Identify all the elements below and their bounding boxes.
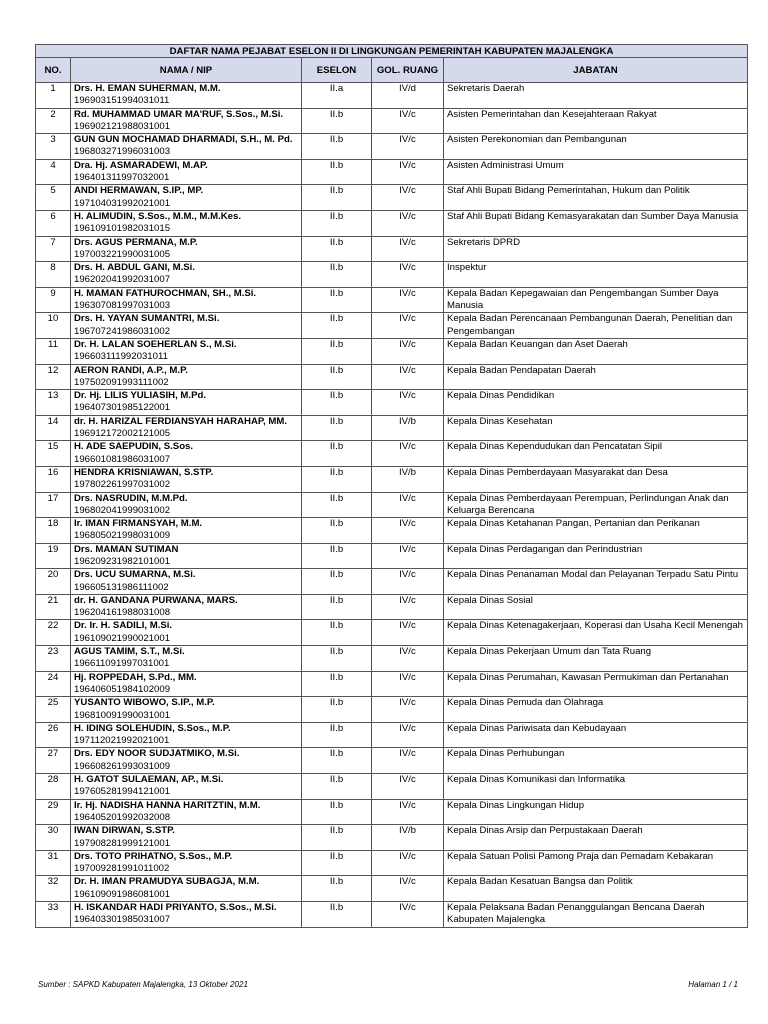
row-number: 1 [36,83,71,109]
eselon-value: II.b [302,620,372,646]
jabatan-value: Kepala Badan Keuangan dan Aset Daerah [444,338,748,364]
table-row [36,159,748,185]
eselon-value: II.b [302,799,372,825]
jabatan-value: Kepala Dinas Lingkungan Hidup [444,799,748,825]
table-row [36,671,748,697]
official-name: Drs. EDY NOOR SUDJATMIKO, M.Si. [74,748,240,760]
table-body [36,83,748,928]
table-row [36,338,748,364]
official-cell [71,364,302,390]
official-cell [71,620,302,646]
official-cell [71,236,302,262]
official-name: dr. H. GANDANA PURWANA, MARS. [74,594,238,606]
jabatan-value: Kepala Dinas Kependudukan dan Pencatatan Sipil [444,441,748,467]
row-number: 5 [36,185,71,211]
official-name: Ir. Hj. NADISHA HANNA HARITZTIN, M.M. [74,799,261,811]
row-number: 28 [36,774,71,800]
row-number: 19 [36,543,71,569]
row-number: 30 [36,825,71,851]
official-nip: 196204161988031008 [74,607,171,619]
official-cell [71,108,302,134]
official-cell [71,441,302,467]
official-name: GUN GUN MOCHAMAD DHARMADI, S.H., M. Pd. [74,134,293,146]
official-cell [71,518,302,544]
gol-ruang-value: IV/b [372,415,444,441]
jabatan-value: Kepala Satuan Polisi Pamong Praja dan Pemadam Kebakaran [444,850,748,876]
table-row [36,313,748,339]
header-gol-ruang: GOL. RUANG [372,58,444,83]
gol-ruang-value: IV/c [372,594,444,620]
row-number: 12 [36,364,71,390]
row-number: 2 [36,108,71,134]
table-row [36,825,748,851]
row-number: 21 [36,594,71,620]
table-row [36,83,748,109]
official-name: Drs. H. ABDUL GANI, M.Si. [74,262,195,274]
official-cell [71,466,302,492]
official-cell [71,569,302,595]
table-row [36,262,748,288]
gol-ruang-value: IV/c [372,236,444,262]
eselon-value: II.b [302,466,372,492]
row-number: 31 [36,850,71,876]
jabatan-value: Kepala Dinas Sosial [444,594,748,620]
official-cell [71,83,302,109]
jabatan-value: Kepala Dinas Pekerjaan Umum dan Tata Ruang [444,646,748,672]
row-number: 10 [36,313,71,339]
header-nama-nip: NAMA / NIP [71,58,302,83]
official-nip: 196605131986111002 [74,581,169,593]
official-cell [71,774,302,800]
table-row [36,569,748,595]
eselon-value: II.b [302,902,372,928]
official-name: ANDI HERMAWAN, S.IP., MP. [74,185,204,197]
official-name: HENDRA KRISNIAWAN, S.STP. [74,466,214,478]
officials-table [35,44,748,928]
row-number: 7 [36,236,71,262]
jabatan-value: Asisten Perekonomian dan Pembangunan [444,134,748,160]
table-row [36,876,748,902]
official-nip: 196405201992032008 [74,811,171,823]
official-name: Drs. MAMAN SUTIMAN [74,543,179,555]
gol-ruang-value: IV/c [372,671,444,697]
eselon-value: II.b [302,338,372,364]
jabatan-value: Sekretaris DPRD [444,236,748,262]
official-nip: 197802261997031002 [74,479,171,491]
eselon-value: II.b [302,236,372,262]
official-cell [71,287,302,313]
row-number: 4 [36,159,71,185]
official-nip: 197112021992021001 [74,735,170,747]
eselon-value: II.b [302,825,372,851]
jabatan-value: Kepala Dinas Pemberdayaan Perempuan, Perlindungan Anak dan Keluarga Berencana [444,492,748,518]
row-number: 18 [36,518,71,544]
official-name: AGUS TAMIM, S.T., M.Si. [74,646,185,658]
official-name: H. ADE SAEPUDIN, S.Sos. [74,441,194,453]
gol-ruang-value: IV/c [372,108,444,134]
official-cell [71,338,302,364]
table-row [36,492,748,518]
official-nip: 197104031992021001 [74,197,171,209]
table-row [36,390,748,416]
official-nip: 196401311997032001 [74,172,170,184]
jabatan-value: Kepala Dinas Pemberdayaan Masyarakat dan Desa [444,466,748,492]
header-no: NO. [36,58,71,83]
table-row [36,441,748,467]
jabatan-value: Kepala Pelaksana Badan Penanggulangan Bencana Daerah Kabupaten Majalengka [444,902,748,928]
table-row [36,236,748,262]
row-number: 25 [36,697,71,723]
jabatan-value: Kepala Dinas Ketenagakerjaan, Koperasi dan Usaha Kecil Menengah [444,620,748,646]
table-row [36,748,748,774]
official-nip: 196601081986031007 [74,453,171,465]
table-row [36,287,748,313]
gol-ruang-value: IV/c [372,518,444,544]
official-name: IWAN DIRWAN, S.STP. [74,825,175,837]
jabatan-value: Inspektur [444,262,748,288]
official-nip: 196109021990021001 [74,632,171,644]
eselon-value: II.b [302,697,372,723]
eselon-value: II.b [302,159,372,185]
gol-ruang-value: IV/c [372,748,444,774]
table-row [36,134,748,160]
eselon-value: II.b [302,492,372,518]
official-cell [71,825,302,851]
official-nip: 197003221990031005 [74,248,171,260]
row-number: 33 [36,902,71,928]
official-name: Dr. Hj. LILIS YULIASIH, M.Pd. [74,390,207,402]
official-name: AERON RANDI, A.P., M.P. [74,364,188,376]
gol-ruang-value: IV/c [372,210,444,236]
official-cell [71,159,302,185]
official-nip: 197502091993111002 [74,376,169,388]
official-nip: 196802041999031002 [74,504,171,516]
jabatan-value: Asisten Administrasi Umum [444,159,748,185]
table-row [36,646,748,672]
row-number: 32 [36,876,71,902]
page-number: Halaman 1 / 1 [688,980,738,989]
official-nip: 197605281994121001 [74,786,171,798]
jabatan-value: Kepala Dinas Ketahanan Pangan, Pertanian dan Perikanan [444,518,748,544]
eselon-value: II.b [302,313,372,339]
gol-ruang-value: IV/b [372,466,444,492]
official-name: YUSANTO WIBOWO, S.IP., M.P. [74,697,215,709]
jabatan-value: Kepala Dinas Perdagangan dan Perindustrian [444,543,748,569]
jabatan-value: Kepala Badan Pendapatan Daerah [444,364,748,390]
row-number: 9 [36,287,71,313]
official-cell [71,210,302,236]
official-nip: 196209231982101001 [74,555,171,567]
eselon-value: II.b [302,543,372,569]
jabatan-value: Kepala Dinas Komunikasi dan Informatika [444,774,748,800]
gol-ruang-value: IV/c [372,876,444,902]
row-number: 22 [36,620,71,646]
row-number: 15 [36,441,71,467]
official-nip: 196903151994031011 [74,95,170,107]
jabatan-value: Kepala Dinas Penanaman Modal dan Pelayanan Terpadu Satu Pintu [444,569,748,595]
official-name: Drs. UCU SUMARNA, M.Si. [74,569,196,581]
official-name: Drs. NASRUDIN, M.M.Pd. [74,492,188,504]
eselon-value: II.a [302,83,372,109]
eselon-value: II.b [302,518,372,544]
official-cell [71,646,302,672]
eselon-value: II.b [302,569,372,595]
row-number: 8 [36,262,71,288]
header-eselon: ESELON [302,58,372,83]
row-number: 23 [36,646,71,672]
eselon-value: II.b [302,722,372,748]
gol-ruang-value: IV/c [372,799,444,825]
official-cell [71,902,302,928]
eselon-value: II.b [302,287,372,313]
official-nip: 196109101982031015 [74,223,171,235]
official-nip: 196406051984102009 [74,683,171,695]
official-nip: 196912172002121005 [74,428,171,440]
jabatan-value: Asisten Pemerintahan dan Kesejahteraan Rakyat [444,108,748,134]
gol-ruang-value: IV/c [372,262,444,288]
jabatan-value: Kepala Dinas Perumahan, Kawasan Permukiman dan Pertanahan [444,671,748,697]
table-title: DAFTAR NAMA PEJABAT ESELON II DI LINGKUNGAN PEMERINTAH KABUPATEN MAJALENGKA [36,45,748,58]
gol-ruang-value: IV/c [372,134,444,160]
table-row [36,415,748,441]
official-name: H. ISKANDAR HADI PRIYANTO, S.Sos., M.Si. [74,902,277,913]
gol-ruang-value: IV/c [372,492,444,518]
official-name: Dr. H. LALAN SOEHERLAN S., M.Si. [74,338,237,350]
table-row [36,108,748,134]
official-name: dr. H. HARIZAL FERDIANSYAH HARAHAP, MM. [74,415,288,427]
official-cell [71,594,302,620]
source-note: Sumber : SAPKD Kabupaten Majalengka, 13 Oktober 2021 [38,980,248,989]
jabatan-value: Kepala Dinas Perhubungan [444,748,748,774]
eselon-value: II.b [302,748,372,774]
official-nip: 196810091990031001 [74,709,171,721]
official-name: Ir. IMAN FIRMANSYAH, M.M. [74,518,203,530]
gol-ruang-value: IV/c [372,697,444,723]
gol-ruang-value: IV/c [372,185,444,211]
eselon-value: II.b [302,364,372,390]
official-name: Rd. MUHAMMAD UMAR MA'RUF, S.Sos., M.Si. [74,108,284,120]
official-nip: 196307081997031003 [74,300,171,312]
jabatan-value: Kepala Badan Perencanaan Pembangunan Daerah, Penelitian dan Pengembangan [444,313,748,339]
official-name: Dr. Ir. H. SADILI, M.Si. [74,620,173,632]
official-cell [71,722,302,748]
official-nip: 196407301985122001 [74,402,171,414]
row-number: 26 [36,722,71,748]
gol-ruang-value: IV/c [372,850,444,876]
gol-ruang-value: IV/b [372,825,444,851]
official-cell [71,415,302,441]
row-number: 20 [36,569,71,595]
official-name: H. MAMAN FATHUROCHMAN, SH., M.Si. [74,287,257,299]
official-cell [71,671,302,697]
eselon-value: II.b [302,594,372,620]
official-name: H. GATOT SULAEMAN, AP., M.Si. [74,774,224,786]
row-number: 27 [36,748,71,774]
table-row [36,518,748,544]
table-row [36,902,748,928]
official-cell [71,134,302,160]
eselon-value: II.b [302,134,372,160]
eselon-value: II.b [302,185,372,211]
table-row [36,697,748,723]
official-cell [71,492,302,518]
official-nip: 196202041992031007 [74,274,171,286]
official-cell [71,262,302,288]
official-cell [71,697,302,723]
jabatan-value: Sekretaris Daerah [444,83,748,109]
row-number: 14 [36,415,71,441]
official-name: H. ALIMUDIN, S.Sos., M.M., M.M.Kes. [74,210,242,222]
official-name: Hj. ROPPEDAH, S.Pd., MM. [74,671,197,683]
row-number: 29 [36,799,71,825]
jabatan-value: Kepala Dinas Pemuda dan Olahraga [444,697,748,723]
official-nip: 197009281991011002 [74,863,170,875]
row-number: 6 [36,210,71,236]
gol-ruang-value: IV/c [372,364,444,390]
eselon-value: II.b [302,390,372,416]
eselon-value: II.b [302,262,372,288]
eselon-value: II.b [302,876,372,902]
table-row [36,722,748,748]
header-jabatan: JABATAN [444,58,748,83]
official-name: Dra. Hj. ASMARADEWI, M.AP. [74,159,208,171]
jabatan-value: Staf Ahli Bupati Bidang Kemasyarakatan dan Sumber Daya Manusia [444,210,748,236]
eselon-value: II.b [302,671,372,697]
gol-ruang-value: IV/c [372,774,444,800]
gol-ruang-value: IV/d [372,83,444,109]
official-cell [71,850,302,876]
official-nip: 196707241986031002 [74,325,171,337]
row-number: 16 [36,466,71,492]
gol-ruang-value: IV/c [372,313,444,339]
official-name: Drs. TOTO PRIHATNO, S.Sos., M.P. [74,850,233,862]
official-cell [71,543,302,569]
table-row [36,620,748,646]
table-row [36,210,748,236]
jabatan-value: Kepala Badan Kesatuan Bangsa dan Politik [444,876,748,902]
official-name: Drs. AGUS PERMANA, M.P. [74,236,198,248]
official-nip: 196803271996031003 [74,146,171,158]
eselon-value: II.b [302,210,372,236]
official-name: Drs. H. EMAN SUHERMAN, M.M. [74,83,221,94]
eselon-value: II.b [302,415,372,441]
jabatan-value: Staf Ahli Bupati Bidang Pemerintahan, Hukum dan Politik [444,185,748,211]
table-row [36,364,748,390]
eselon-value: II.b [302,441,372,467]
row-number: 11 [36,338,71,364]
gol-ruang-value: IV/c [372,287,444,313]
gol-ruang-value: IV/c [372,543,444,569]
official-nip: 196902121988031001 [74,120,171,132]
official-cell [71,876,302,902]
jabatan-value: Kepala Dinas Arsip dan Perpustakaan Daerah [444,825,748,851]
official-name: Dr. H. IMAN PRAMUDYA SUBAGJA, M.M. [74,876,260,888]
jabatan-value: Kepala Dinas Kesehatan [444,415,748,441]
jabatan-value: Kepala Dinas Pariwisata dan Kebudayaan [444,722,748,748]
gol-ruang-value: IV/c [372,569,444,595]
table-row [36,185,748,211]
gol-ruang-value: IV/c [372,646,444,672]
gol-ruang-value: IV/c [372,338,444,364]
jabatan-value: Kepala Badan Kepegawaian dan Pengembangan Sumber Daya Manusia [444,287,748,313]
eselon-value: II.b [302,108,372,134]
official-nip: 197908281999121001 [74,837,171,849]
official-cell [71,185,302,211]
official-nip: 196403301985031007 [74,914,171,926]
official-cell [71,799,302,825]
official-name: Drs. H. YAYAN SUMANTRI, M.Si. [74,313,220,325]
table-row [36,466,748,492]
gol-ruang-value: IV/c [372,441,444,467]
gol-ruang-value: IV/c [372,390,444,416]
official-cell [71,313,302,339]
official-cell [71,748,302,774]
row-number: 24 [36,671,71,697]
eselon-value: II.b [302,774,372,800]
eselon-value: II.b [302,850,372,876]
table-row [36,543,748,569]
gol-ruang-value: IV/c [372,902,444,928]
official-cell [71,390,302,416]
gol-ruang-value: IV/c [372,722,444,748]
gol-ruang-value: IV/c [372,620,444,646]
row-number: 17 [36,492,71,518]
official-nip: 196608261993031009 [74,760,171,772]
table-row [36,774,748,800]
official-nip: 196109091986081001 [74,888,171,900]
jabatan-value: Kepala Dinas Pendidikan [444,390,748,416]
official-name: H. IDING SOLEHUDIN, S.Sos., M.P. [74,722,231,734]
official-nip: 196603111992031011 [74,351,168,363]
row-number: 13 [36,390,71,416]
table-row [36,594,748,620]
row-number: 3 [36,134,71,160]
gol-ruang-value: IV/c [372,159,444,185]
official-nip: 196805021998031009 [74,530,171,542]
official-nip: 196611091997031001 [74,658,170,670]
table-row [36,799,748,825]
eselon-value: II.b [302,646,372,672]
table-row [36,850,748,876]
